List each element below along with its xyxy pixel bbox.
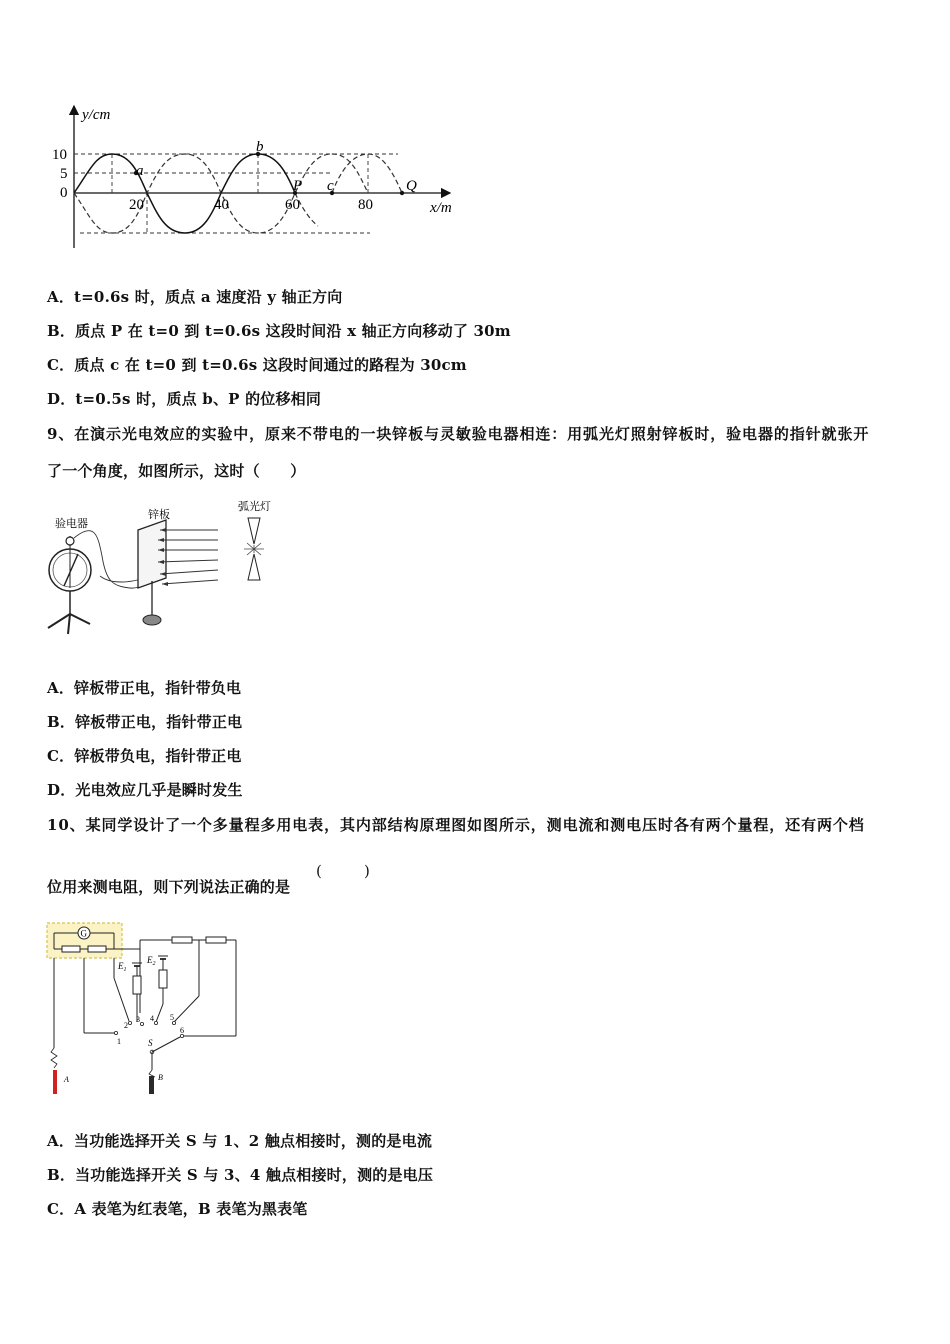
x-axis-label: x/m bbox=[430, 200, 452, 216]
wave-graph bbox=[40, 100, 470, 260]
multimeter-circuit bbox=[44, 918, 244, 1100]
y-tick: 10 bbox=[52, 147, 67, 163]
contact-6: 6 bbox=[180, 1026, 184, 1035]
q10-stem-line2: 位用来测电阻，则下列说法正确的是 bbox=[47, 878, 291, 896]
point-label-P: P bbox=[293, 178, 303, 194]
q9-option-b: B．锌板带正电，指针带正电 bbox=[47, 713, 243, 731]
contact-2: 2 bbox=[124, 1021, 128, 1030]
switch-s bbox=[152, 1037, 180, 1052]
e1-label: $E_1$ bbox=[118, 961, 127, 973]
probe-b bbox=[149, 1076, 154, 1094]
q10-option-b: B．当功能选择开关 S 与 3、4 触点相接时，测的是电压 bbox=[47, 1166, 434, 1184]
contact-1: 1 bbox=[117, 1037, 121, 1046]
y-tick: 5 bbox=[60, 166, 68, 182]
contact-3: 3 bbox=[136, 1015, 140, 1024]
q9-option-d: D．光电效应几乎是瞬时发生 bbox=[47, 781, 243, 799]
q9-stem-line1: 9、在演示光电效应的实验中，原来不带电的一块锌板与灵敏验电器相连：用弧光灯照射锌板时，验电器的指针就张开 bbox=[47, 425, 870, 443]
point-label-Q: Q bbox=[406, 178, 417, 194]
photoelectric-figure bbox=[40, 496, 290, 641]
q10-paren-open: ( bbox=[316, 862, 323, 880]
point-label-a: a bbox=[136, 163, 144, 179]
probe-a-label: A bbox=[64, 1075, 69, 1084]
q9-stem-line2: 了一个角度，如图所示，这时（ ） bbox=[47, 462, 306, 480]
probe-b-label: B bbox=[158, 1073, 163, 1082]
q8-option-d: D．t=0.5s 时，质点 b、P 的位移相同 bbox=[47, 390, 322, 408]
q9-option-c: C．锌板带负电，指针带正电 bbox=[47, 747, 242, 765]
q10-option-a: A．当功能选择开关 S 与 1、2 触点相接时，测的是电流 bbox=[47, 1132, 433, 1150]
point-label-b: b bbox=[256, 139, 264, 155]
arc-lamp bbox=[248, 518, 260, 544]
q10-option-c: C．A 表笔为红表笔，B 表笔为黑表笔 bbox=[47, 1200, 308, 1218]
q8-option-b: B．质点 P 在 t=0 到 t=0.6s 这段时间沿 x 轴正方向移动了 30m bbox=[47, 322, 511, 340]
point-label-c: c bbox=[327, 178, 334, 194]
contact-5: 5 bbox=[170, 1013, 174, 1022]
arc-lamp-label: 弧光灯 bbox=[238, 501, 271, 513]
switch-label: S bbox=[148, 1038, 153, 1048]
x-tick: 80 bbox=[358, 197, 373, 213]
contact-4: 4 bbox=[150, 1014, 154, 1023]
x-tick: 40 bbox=[214, 197, 229, 213]
zinc-plate-label: 锌板 bbox=[148, 509, 170, 521]
q8-option-a: A．t=0.6s 时，质点 a 速度沿 y 轴正方向 bbox=[47, 288, 343, 306]
electroscope-label: 验电器 bbox=[55, 518, 88, 530]
x-tick: 60 bbox=[285, 197, 300, 213]
x-tick: 20 bbox=[129, 197, 144, 213]
q10-stem-line1: 10、某同学设计了一个多量程多用电表，其内部结构原理图如图所示，测电流和测电压时各有两个量程，还有两个档 bbox=[47, 816, 865, 834]
y-tick: 0 bbox=[60, 185, 68, 201]
y-axis-label: y/cm bbox=[82, 107, 111, 123]
q10-paren-close: ) bbox=[364, 862, 371, 880]
e2-label: $E_2$ bbox=[147, 955, 156, 967]
q8-option-c: C．质点 c 在 t=0 到 t=0.6s 这段时间通过的路程为 30cm bbox=[47, 356, 467, 374]
q9-option-a: A．锌板带正电，指针带负电 bbox=[47, 679, 242, 697]
galvanometer-label: G bbox=[80, 928, 87, 939]
probe-a bbox=[53, 1070, 57, 1094]
